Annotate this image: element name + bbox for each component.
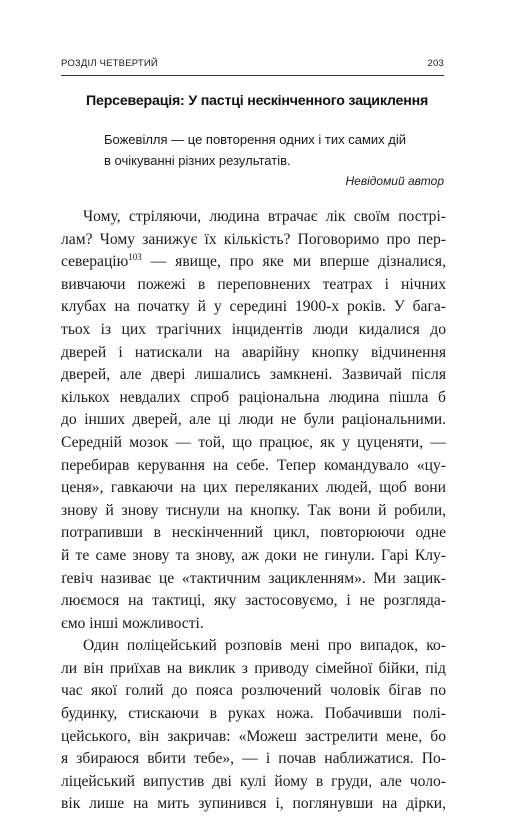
- text-line: ли він приїхав на виклик з приводу сімейної бійки, під: [61, 659, 446, 677]
- text-line: ємо інші можливості.: [61, 614, 204, 632]
- epigraph-line: в очікуванні різних результатів.: [104, 153, 291, 168]
- text-line: дверей, але двері лишались замкнені. Зазвичай після: [61, 366, 446, 384]
- text-line: Чому, стріляючи, людина втрачає лік своїм пострі-: [83, 208, 446, 225]
- text-line: [61, 251, 446, 274]
- text-line: й те саме знову та знову, аж доки не гинули. Гарі Клу-: [61, 546, 446, 564]
- epigraph-author: Невідомий автор: [345, 174, 444, 188]
- epigraph: [104, 129, 449, 171]
- text-line: до інших дверей, але ці люди не були раціональними.: [61, 411, 446, 429]
- text-line: Один поліцейський розповів мені про випадок, ко-: [83, 637, 446, 655]
- text-line: ґевіч називає це «тактичним зацикленням». Ми зацик-: [61, 569, 446, 587]
- text-line: потрапивши в нескінченний цикл, повторюючи одне: [61, 524, 446, 542]
- text-line: я збираюся вбити тебе», — і почав наближатися. По-: [61, 750, 446, 768]
- header-rule: [61, 75, 444, 76]
- text-line: цейського, він закричав: «Можеш застрелити мене, бо: [61, 727, 446, 745]
- text-line: тьох із цих трагічних інцидентів люди кидалися до: [61, 320, 446, 338]
- text-line: лам? Чому занижує їх кількість? Поговоримо про пер-: [61, 230, 446, 248]
- text-line: вік лише на мить зупинився і, поглянувши на дірки,: [61, 795, 446, 813]
- text-line: будинку, стискаючи в руках ножа. Побачивши полі-: [61, 705, 446, 723]
- text-line: ліцейський випустив дві кулі йому в груди, але чоло-: [61, 772, 446, 790]
- text-fragment: северацію: [61, 253, 129, 271]
- text-line: вивчаючи пожежі в переповнених театрах і нічних: [61, 275, 446, 293]
- footnote-reference: 103: [128, 252, 142, 263]
- running-head: [61, 58, 444, 72]
- text-line: знову й знову тиснули на кнопку. Так вони й робили,: [61, 501, 446, 519]
- chapter-title: РОЗДІЛ ЧЕТВЕРТИЙ: [61, 58, 158, 69]
- text-fragment: — явище, про яке ми вперше дізналися,: [150, 253, 446, 271]
- text-line: дверей і натискали на аварійну кнопку відчинення: [61, 343, 446, 361]
- text-line: Середній мозок — той, що працює, як у цуценяти, —: [61, 433, 446, 451]
- text-line: клубах на початку й у середині 1900-х років. У бага-: [61, 298, 446, 316]
- text-line: кількох невдалих спроб раціональна людина пішла б: [61, 388, 446, 406]
- page-number: 203: [427, 58, 444, 69]
- body-text: [61, 206, 446, 816]
- section-title: Персеверація: У пастці нескінченного зациклення: [86, 93, 429, 109]
- text-line: люємося на тактиці, яку застосовуємо, і не розгляда-: [61, 592, 446, 610]
- text-line: перебирав керування на себе. Тепер командувало «цу-: [61, 456, 446, 474]
- text-line: час якої голий до пояса розлючений чоловік бігав по: [61, 682, 446, 700]
- epigraph-line: Божевілля — це повторення одних і тих самих дій: [104, 132, 406, 147]
- text-line: ценя», гавкаючи на цих переляканих людей, щоб вони: [61, 479, 446, 497]
